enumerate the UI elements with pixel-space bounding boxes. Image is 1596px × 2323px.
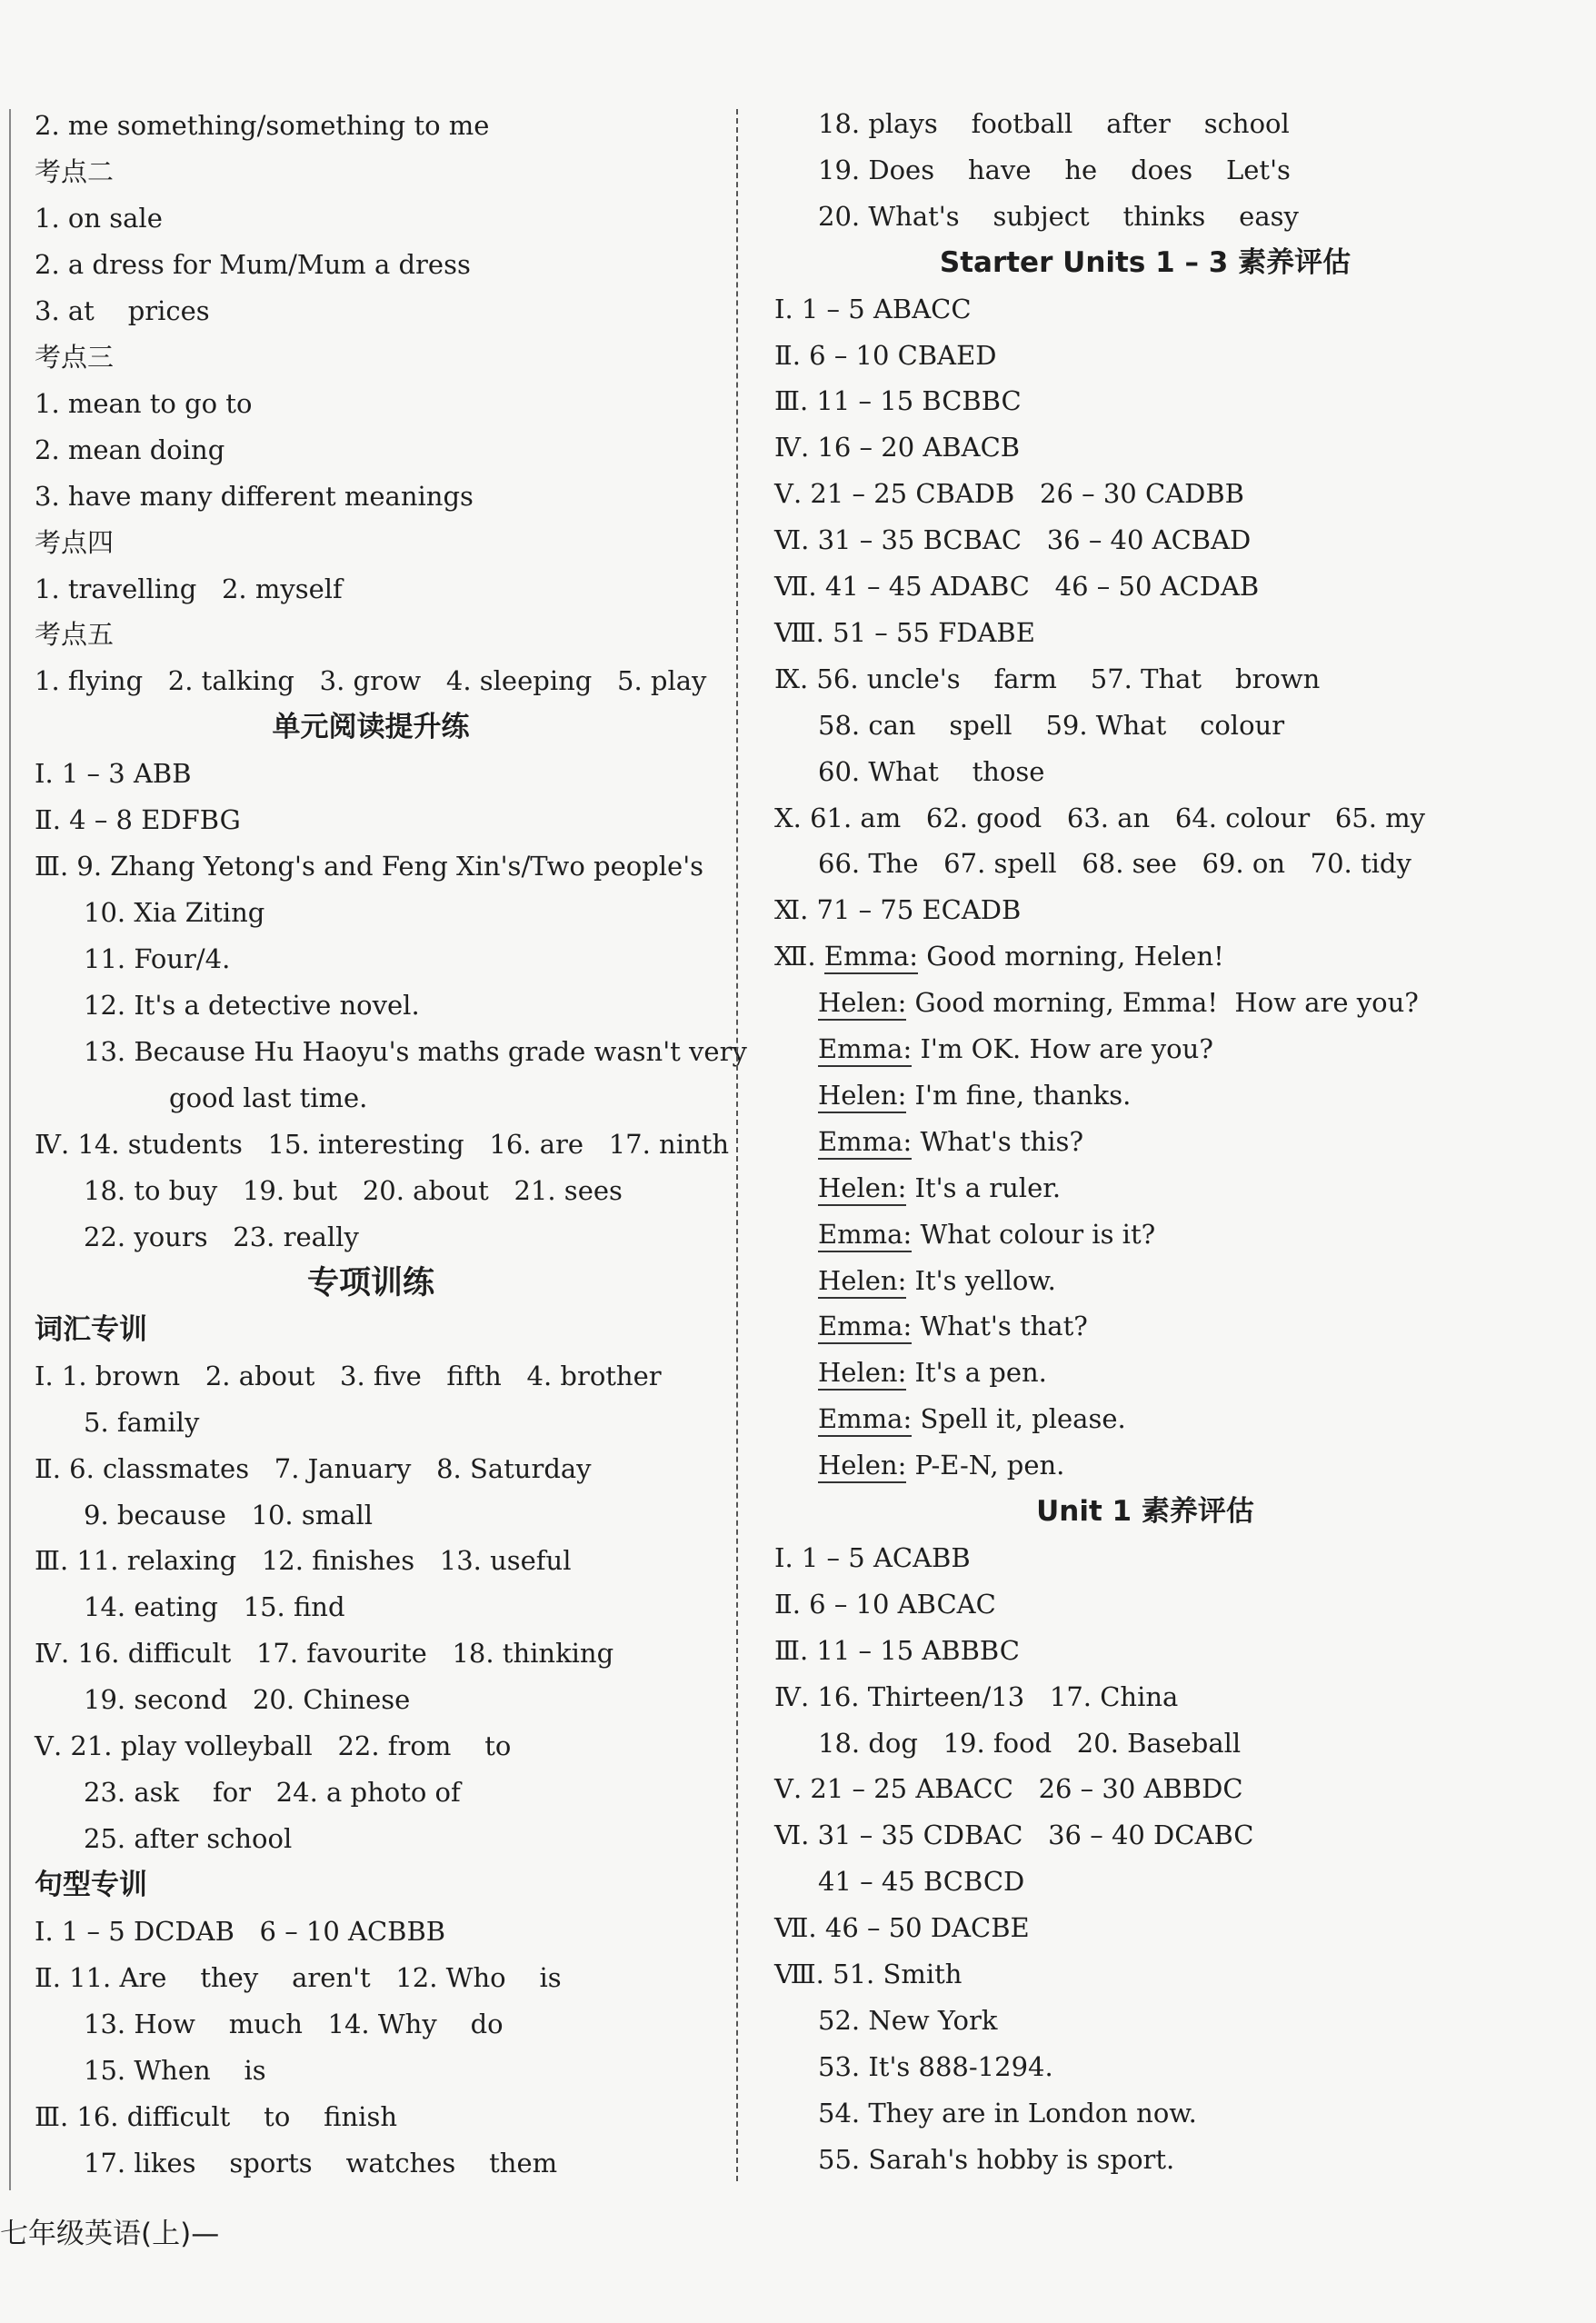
dialogue-line — [818, 1401, 1126, 1437]
speaker-label: Emma: — [818, 1403, 912, 1437]
answer-line: 11. Four/4. — [84, 943, 231, 975]
dialogue-line — [818, 1123, 1083, 1160]
answer-line: Ⅰ. 1 – 5 DCDAB 6 – 10 ACBBB — [35, 1916, 446, 1948]
answer-line: 66. The 67. spell 68. see 69. on 70. tidy — [818, 848, 1411, 880]
speaker-label: Helen: — [818, 987, 906, 1021]
answer-line: 58. can spell 59. What colour — [818, 709, 1285, 741]
dialogue-text: Good morning, Helen! — [918, 941, 1224, 972]
answer-line: Ⅱ. 4 – 8 EDFBG — [35, 804, 241, 836]
answer-line: 12. It's a detective novel. — [84, 990, 420, 1022]
answer-line: 10. Xia Ziting — [84, 897, 265, 929]
section-heading: Starter Units 1 – 3 素养评估 — [939, 245, 1352, 279]
answer-line: Ⅱ. 11. Are they aren't 12. Who is — [35, 1962, 562, 1993]
answer-line: 2. me something/something to me — [35, 110, 490, 141]
answer-line: Ⅰ. 1. brown 2. about 3. five fifth 4. brother — [35, 1360, 662, 1391]
subsection-heading: 句型专训 — [35, 1869, 147, 1902]
answer-line: Ⅲ. 11 – 15 ABBBC — [774, 1634, 1020, 1666]
answer-line: Ⅰ. 1 – 3 ABB — [35, 758, 192, 790]
section-heading: 专项训练 — [306, 1264, 435, 1301]
speaker-label: Emma: — [818, 1033, 912, 1067]
answer-line: Ⅳ. 14. students 15. interesting 16. are 17. ninth — [35, 1128, 729, 1160]
answer-line: 13. How much 14. Why do — [84, 2008, 504, 2039]
dialogue-line — [818, 984, 1419, 1021]
answer-line: 1. mean to go to — [35, 387, 253, 419]
speaker-label: Emma: — [818, 1311, 912, 1344]
answer-line: 22. yours 23. really — [84, 1221, 359, 1252]
answer-line: Ⅱ. 6. classmates 7. January 8. Saturday — [35, 1452, 592, 1484]
answer-line: 55. Sarah's hobby is sport. — [818, 2143, 1175, 2175]
dialogue-line — [818, 1308, 1088, 1344]
answer-line: 2. mean doing — [35, 434, 225, 465]
answer-line: Ⅶ. 46 – 50 DACBE — [774, 1912, 1030, 1944]
answer-line: 1. flying 2. talking 3. grow 4. sleeping 5. play — [35, 665, 707, 697]
answer-line: 23. ask for 24. a photo of — [84, 1777, 461, 1809]
answer-line: 13. Because Hu Haoyu's maths grade wasn't very — [84, 1036, 747, 1067]
answer-line: Ⅱ. 6 – 10 CBAED — [774, 339, 997, 371]
answer-line: Ⅴ. 21 – 25 ABACC 26 – 30 ABBDC — [774, 1773, 1243, 1805]
answer-line: Ⅹ. 61. am 62. good 63. an 64. colour 65. my — [774, 802, 1426, 833]
dialogue-line — [774, 938, 1224, 974]
answer-line: Ⅺ. 71 – 75 ECADB — [774, 894, 1022, 926]
speaker-label: Helen: — [818, 1265, 906, 1299]
answer-line: Ⅴ. 21 – 25 CBADB 26 – 30 CADBB — [774, 478, 1244, 510]
answer-line: Ⅳ. 16. Thirteen/13 17. China — [774, 1680, 1179, 1712]
answer-line: 1. travelling 2. myself — [35, 573, 343, 604]
answer-line: Ⅱ. 6 – 10 ABCAC — [774, 1588, 996, 1620]
answer-line: Ⅲ. 9. Zhang Yetong's and Feng Xin's/Two people's — [35, 851, 704, 882]
subsection-heading: 考点五 — [35, 619, 115, 651]
answer-line: Ⅷ. 51 – 55 FDABE — [774, 616, 1035, 648]
answer-line: 19. Does have he does Let's — [818, 154, 1291, 185]
answer-line: 54. They are in London now. — [818, 2097, 1197, 2129]
dialogue-text: What's that? — [912, 1311, 1088, 1342]
speaker-label: Emma: — [818, 1126, 912, 1160]
answer-line: 60. What those — [818, 755, 1045, 787]
answer-line: good last time. — [169, 1082, 368, 1113]
answer-line: Ⅰ. 1 – 5 ABACC — [774, 293, 972, 324]
speaker-label: Emma: — [818, 1219, 912, 1252]
page-footer: 七年级英语(上)— — [0, 2218, 220, 2250]
answer-line: 5. family — [84, 1406, 200, 1438]
dialogue-text: I'm fine, thanks. — [906, 1079, 1132, 1111]
answer-line: 18. plays football after school — [818, 108, 1290, 139]
dialogue-line — [818, 1354, 1047, 1391]
dialogue-text: What's this? — [912, 1125, 1083, 1157]
question-number: Ⅻ. — [774, 941, 824, 972]
dialogue-text: I'm OK. How are you? — [912, 1033, 1213, 1064]
speaker-label: Helen: — [818, 1172, 906, 1206]
dialogue-text: P-E-N, pen. — [906, 1450, 1065, 1481]
dialogue-text: It's a pen. — [906, 1357, 1047, 1389]
answer-line: Ⅷ. 51. Smith — [774, 1959, 963, 1989]
answer-line: Ⅴ. 21. play volleyball 22. from to — [35, 1730, 512, 1762]
answer-line: 2. a dress for Mum/Mum a dress — [35, 248, 471, 280]
speaker-label: Helen: — [818, 1080, 906, 1113]
speaker-label: Helen: — [818, 1450, 906, 1483]
dialogue-line — [818, 1447, 1064, 1483]
answer-line: 52. New York — [818, 2004, 998, 2036]
answer-line: 19. second 20. Chinese — [84, 1684, 411, 1716]
section-heading: Unit 1 素养评估 — [1036, 1495, 1254, 1528]
speaker-label: Emma: — [824, 941, 918, 974]
dialogue-line — [818, 1262, 1056, 1299]
answer-line: 17. likes sports watches them — [84, 2147, 558, 2178]
answer-line: 18. to buy 19. but 20. about 21. sees — [84, 1174, 623, 1206]
column-divider — [736, 109, 738, 2181]
answer-line: 20. What's subject thinks easy — [818, 200, 1299, 232]
dialogue-text: It's yellow. — [906, 1264, 1056, 1296]
answer-line: 9. because 10. small — [84, 1499, 374, 1530]
subsection-heading: 考点三 — [35, 341, 115, 373]
answer-line: Ⅲ. 11. relaxing 12. finishes 13. useful — [35, 1545, 572, 1577]
answer-line: 14. eating 15. find — [84, 1591, 345, 1623]
subsection-heading: 词汇专训 — [35, 1312, 147, 1346]
answer-line: 18. dog 19. food 20. Baseball — [818, 1727, 1242, 1759]
answer-line: Ⅳ. 16 – 20 ABACB — [774, 432, 1021, 464]
dialogue-line — [818, 1170, 1061, 1206]
answer-line: Ⅰ. 1 – 5 ACABB — [774, 1541, 971, 1573]
answer-line: 3. at prices — [35, 294, 210, 326]
answer-line: Ⅲ. 11 – 15 BCBBC — [774, 385, 1022, 417]
answer-line: Ⅲ. 16. difficult to finish — [35, 2100, 398, 2132]
dialogue-line — [818, 1031, 1213, 1067]
answer-line: Ⅳ. 16. difficult 17. favourite 18. thinking — [35, 1638, 614, 1670]
dialogue-text: Spell it, please. — [912, 1403, 1126, 1435]
section-heading: 单元阅读提升练 — [272, 711, 470, 744]
answer-line: 41 – 45 BCBCD — [818, 1866, 1025, 1898]
answer-line: Ⅵ. 31 – 35 CDBAC 36 – 40 DCABC — [774, 1820, 1254, 1851]
answer-line: 3. have many different meanings — [35, 480, 474, 512]
left-margin-rule — [9, 109, 11, 2190]
answer-line: Ⅵ. 31 – 35 BCBAC 36 – 40 ACBAD — [774, 524, 1252, 556]
subsection-heading: 考点二 — [35, 155, 115, 187]
dialogue-line — [818, 1216, 1155, 1252]
dialogue-text: Good morning, Emma! How are you? — [906, 987, 1419, 1019]
answer-line: 25. after school — [84, 1823, 293, 1855]
subsection-heading: 考点四 — [35, 526, 115, 558]
answer-line: 53. It's 888-1294. — [818, 2050, 1053, 2082]
answer-line: Ⅶ. 41 – 45 ADABC 46 – 50 ACDAB — [774, 571, 1260, 602]
answer-line: 15. When is — [84, 2054, 266, 2086]
answer-line: 1. on sale — [35, 202, 163, 234]
answer-line: Ⅸ. 56. uncle's farm 57. That brown — [774, 663, 1321, 694]
dialogue-line — [818, 1077, 1131, 1113]
speaker-label: Helen: — [818, 1357, 906, 1391]
dialogue-text: It's a ruler. — [906, 1171, 1062, 1203]
dialogue-text: What colour is it? — [912, 1218, 1156, 1250]
